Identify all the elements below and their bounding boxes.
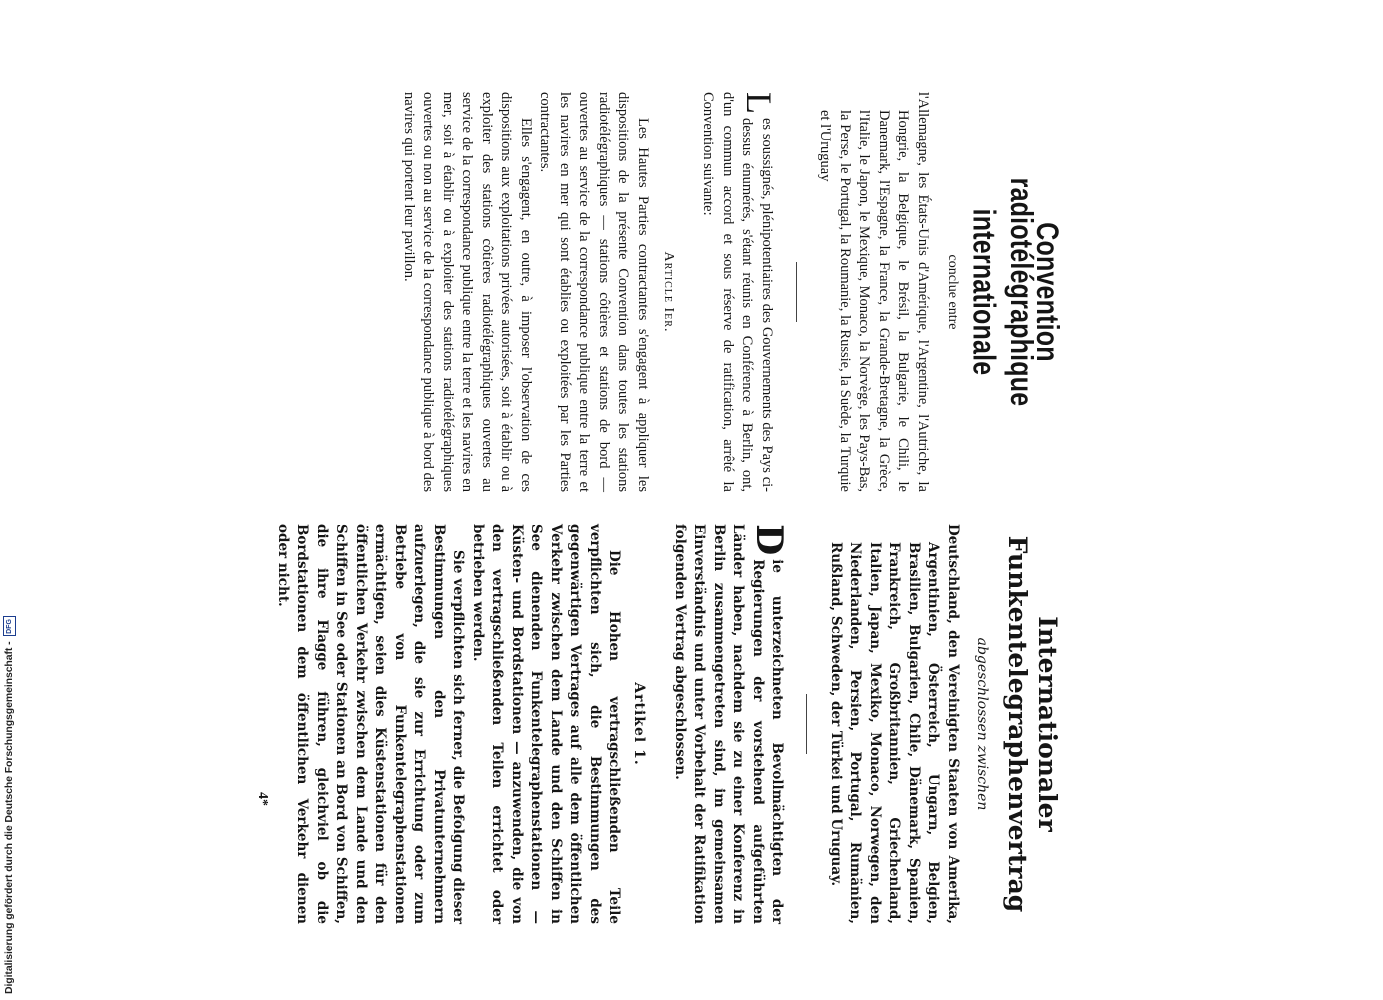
french-preamble: Les soussignés, plénipotentiaires des Gouvernements des Pays ci-dessus énumérés, s'étant réunis en Conférence à Berlin, ont, d'un commun accord et sous réserve de ratification, arrêté la Convention suivante: (700, 92, 779, 492)
digitization-footer (0, 594, 18, 994)
french-article-paragraph-2: Elles s'engagent, en outre, à imposer l'observation de ces dispositions aux exploitations privées autorisées, soit à établir ou à exploiter des stations côtières radiotélégraphiques ouvertes au service de la correspondance publique entre la terre et les navires en mer, soit à établir ou à exploiter des stations radiotélégraphiques ouvertes ou non au service de la correspondance publique à bord des navires qui portent leur pavillon. (401, 92, 534, 492)
german-divider (807, 694, 808, 754)
french-divider (796, 262, 797, 322)
german-preamble: Die unterzeichneten Bevollmächtigten der Regierungen der vorstehend aufgeführten Länder haben, nachdem sie zu einer Konferenz in Berlin zusammengetreten sind, im gemeinsamen Einverständnis und unter Vorbehalt der Ratifikation folgenden Vertrag abgeschlossen. (672, 524, 791, 924)
french-parties-list: l'Allemagne, les États-Unis d'Amérique, l'Argentine, l'Autriche, la Hongrie, la Belgique, le Brésil, la Bulgarie, le Chili, le Danemark, l'Espagne, la France, la Grande-Bretagne, la Grèce, l'Italie, le Japon, le Mexique, Monaco, la Norvège, les Pays-Bas, la Perse, le Portugal, la Roumanie, la Russie, la Suède, la Turquie et l'Uruguay (817, 92, 931, 492)
french-title-line1: Convention (1029, 222, 1065, 362)
french-subtitle: conclue entre (945, 254, 960, 330)
french-article-heading: Article Ier. (661, 251, 676, 333)
german-title-line2: Funkentelegraphenvertrag (1003, 535, 1032, 913)
rotated-document-page (255, 92, 1065, 1000)
german-title-line1: Internationaler (1033, 616, 1062, 832)
german-subtitle: abgeschlossen zwischen (974, 637, 990, 811)
footer-credit-text: Digitalisierung gefördert durch die Deutsche Forschungsgemeinschaft - (3, 641, 15, 994)
german-article-heading: Artikel 1. (631, 682, 648, 766)
german-article-paragraph-2: Sie verpflichten sich ferner, die Befolgung dieser Bestimmungen den Privatunternehmern aufzuerlegen, die sie zur Errichtung oder zum Betriebe von Funkentelegraphenstationen ermächtigen, seien dies Küstenstationen für den öffentlichen Verkehr zwischen dem Lande und den Schiffen in See oder Stationen an Bord von Schiffen, die ihre Flagge führen, gleichviel ob die Bordstationen dem öffentlichen Verkehr dienen oder nicht. (275, 524, 467, 924)
page-number: 4* (255, 792, 270, 806)
german-article-paragraph-1: Die Hohen vertragschließenden Teile verpflichten sich, die Bestimmungen des gegenwärtigen Vertrages auf alle dem öffentlichen Verkehr zwischen dem Lande und den Schiffen in See dienenden Funkentelegraphenstationen — Küsten- und Bordstationen — anzuwenden, die von den vertragschließenden Teilen errichtet oder betrieben werden. (470, 524, 623, 924)
german-parties-list: Deutschland, den Vereinigten Staaten von Amerika, Argentinien, Österreich, Ungarn, Belgien, Brasilien, Bulgarien, Chile, Dänemark, Spanien, Frankreich, Großbritannien, Griechenland, Italien, Japan, Mexiko, Monaco, Norwegen, den Niederlanden, Persien, Portugal, Rumänien, Rußland, Schweden, der Türkei und Uruguay. (828, 524, 961, 924)
french-column (399, 92, 1063, 492)
dfg-logo-icon: DFG (3, 617, 16, 637)
german-column (273, 524, 1063, 924)
french-title-line2: radiotélégraphique internationale (965, 177, 1039, 407)
french-article-paragraph-1: Les Hautes Parties contractantes s'engagent à appliquer les dispositions de la présente Convention dans toutes les stations radiotélégraphiques — stations côtières et stations de bord — ouvertes au service de la correspondance publique entre la terre et les navires en mer qui sont établies ou exploitées par les Parties contractantes. (537, 92, 651, 492)
